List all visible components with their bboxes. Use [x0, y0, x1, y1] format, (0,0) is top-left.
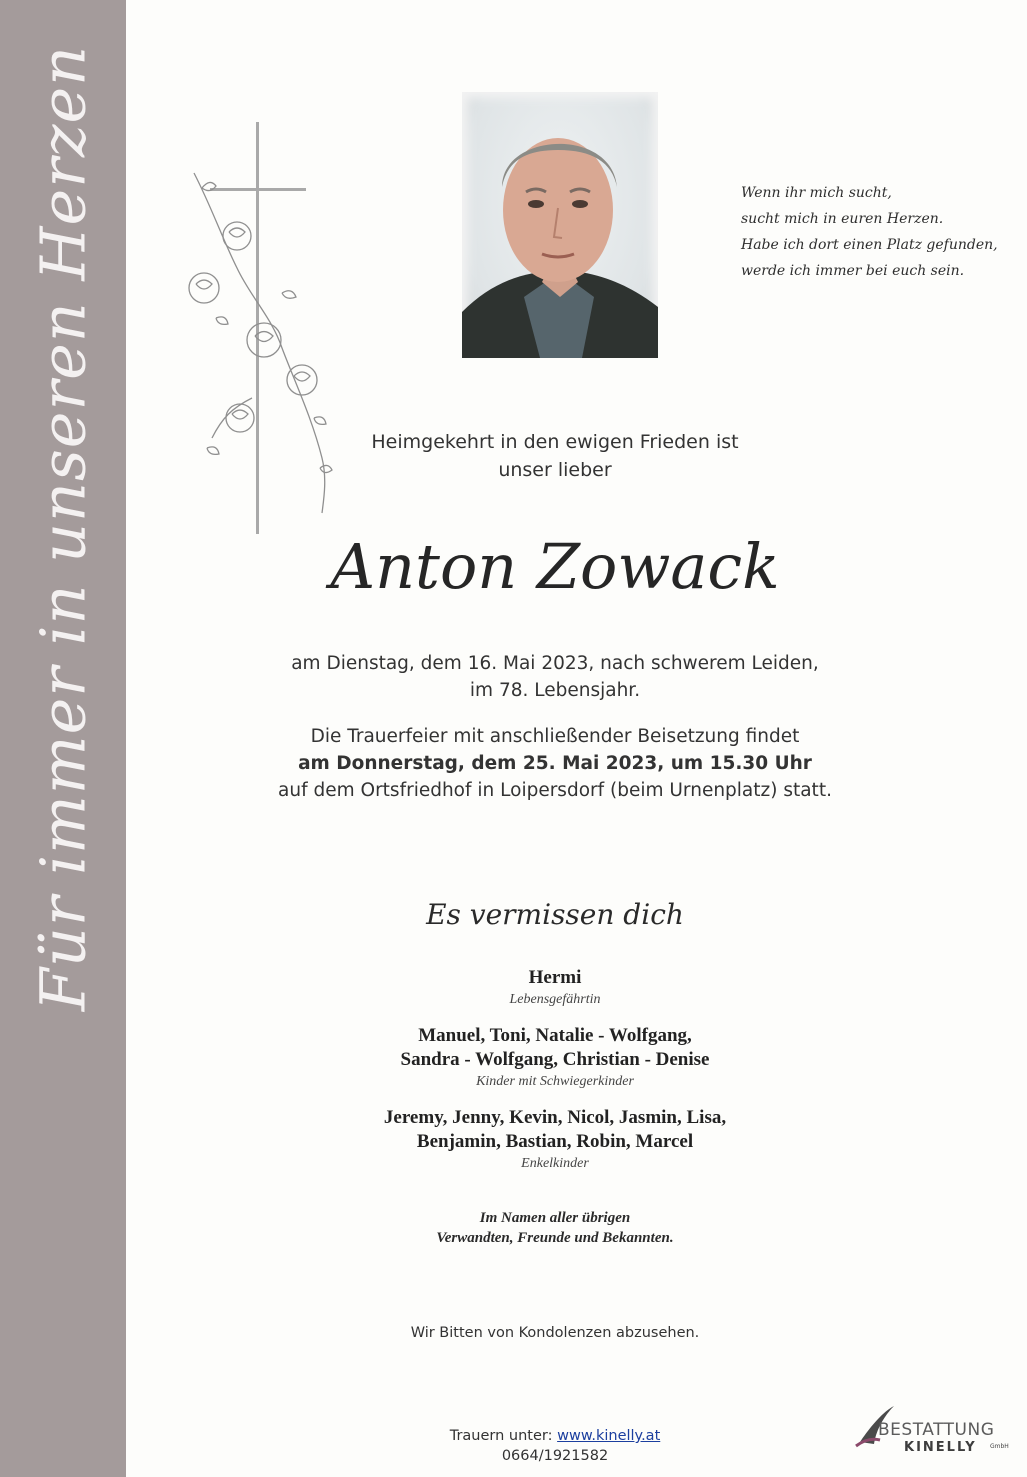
- logo-suffix: GmbH: [990, 1443, 1009, 1450]
- quote-line: Habe ich dort einen Platz gefunden,: [741, 237, 998, 253]
- mourner-names: Benjamin, Bastian, Robin, Marcel: [416, 1131, 694, 1152]
- portrait-photo: [462, 92, 658, 358]
- funeral-line-1: Die Trauerfeier mit anschließender Beisetzung findet: [310, 726, 800, 747]
- mourner-group: [250, 1024, 860, 1092]
- funeral-home-logo: [850, 1400, 1010, 1460]
- mourner-names: Jeremy, Jenny, Kevin, Nicol, Jasmin, Lisa,: [383, 1107, 727, 1128]
- memorial-quote: [741, 180, 1001, 284]
- phone-number: 0664/1921582: [501, 1448, 609, 1464]
- mourner-names: Sandra - Wolfgang, Christian - Denise: [400, 1049, 710, 1070]
- missed-heading: Es vermissen dich: [426, 898, 684, 931]
- mourner-names: Hermi: [528, 967, 582, 988]
- side-band: [0, 0, 126, 1477]
- funeral-date: am Donnerstag, dem 25. Mai 2023, um 15.30 Uhr: [298, 753, 812, 774]
- death-line-1: am Dienstag, dem 16. Mai 2023, nach schwerem Leiden,: [291, 653, 819, 674]
- footer-prefix: Trauern unter:: [449, 1428, 558, 1444]
- mourner-role: Kinder mit Schwiegerkinder: [476, 1074, 634, 1089]
- logo-top-text: BESTATTUNG: [878, 1420, 995, 1440]
- mourner-names: Manuel, Toni, Natalie - Wolfgang,: [418, 1025, 692, 1046]
- logo-bottom-text: KINELLY: [904, 1440, 977, 1455]
- intro-text: [250, 428, 860, 484]
- deceased-name: Anton Zowack: [330, 530, 780, 603]
- side-motto: Für immer in unseren Herzen: [26, 44, 100, 1012]
- quote-line: Wenn ihr mich sucht,: [741, 185, 892, 201]
- website-link[interactable]: www.kinelly.at: [557, 1428, 661, 1444]
- quote-line: sucht mich in euren Herzen.: [741, 211, 944, 227]
- mourner-role: Lebensgefährtin: [509, 992, 601, 1007]
- quote-line: werde ich immer bei euch sein.: [741, 263, 965, 279]
- closing-line-2: Verwandten, Freunde und Bekannten.: [436, 1230, 674, 1246]
- closing-note: [250, 1208, 860, 1248]
- intro-line-2: unser lieber: [498, 459, 612, 481]
- footer-link-line: [250, 1426, 860, 1446]
- mourner-role: Enkelkinder: [521, 1156, 589, 1171]
- mourners-list: [250, 966, 860, 1188]
- closing-line-1: Im Namen aller übrigen: [479, 1210, 631, 1226]
- death-line-2: im 78. Lebensjahr.: [469, 680, 641, 701]
- mourner-group: [250, 966, 860, 1010]
- footer: [250, 1426, 860, 1466]
- intro-line-1: Heimgekehrt in den ewigen Frieden ist: [371, 431, 739, 453]
- funeral-line-3: auf dem Ortsfriedhof in Loipersdorf (beim Urnenplatz) statt.: [278, 780, 832, 801]
- funeral-info: [250, 723, 860, 804]
- mourner-group: [250, 1106, 860, 1174]
- death-info: [250, 650, 860, 704]
- condolence-note: Wir Bitten von Kondolenzen abzusehen.: [410, 1325, 700, 1341]
